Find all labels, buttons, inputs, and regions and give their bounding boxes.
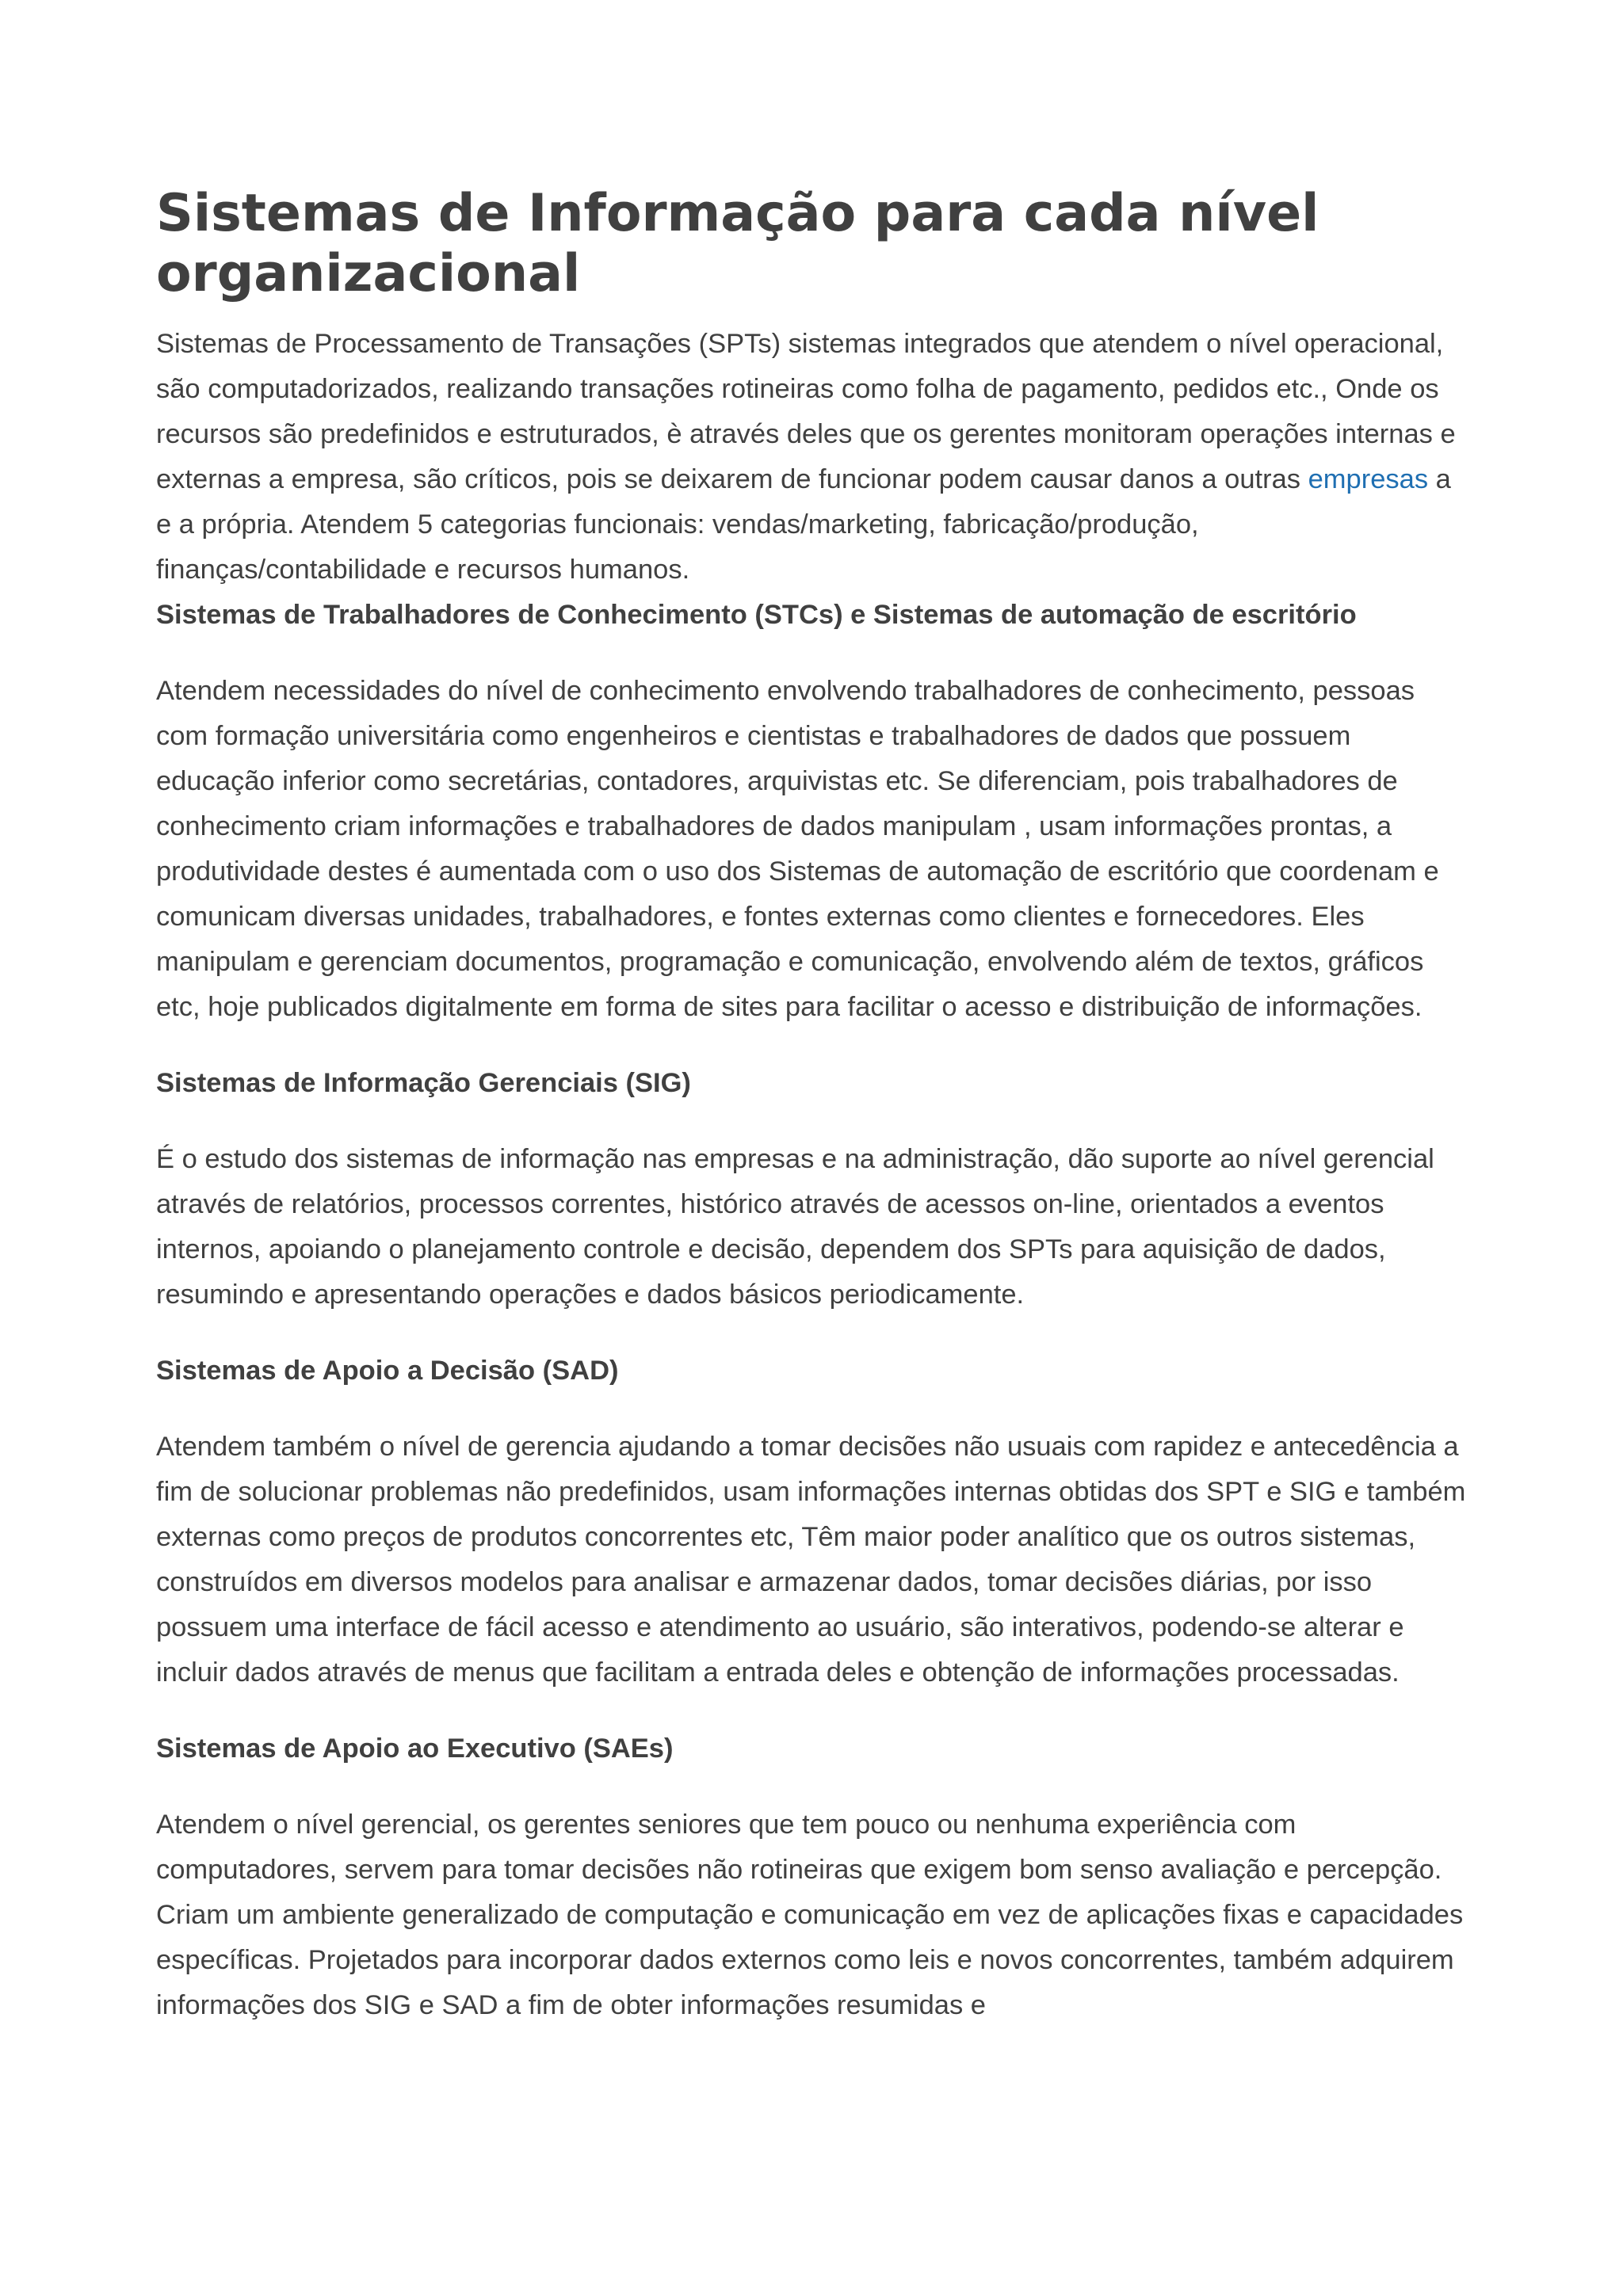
section-heading-sig: Sistemas de Informação Gerenciais (SIG)	[156, 1068, 691, 1098]
section-heading-sad: Sistemas de Apoio a Decisão (SAD)	[156, 1356, 619, 1386]
section-heading-stc: Sistemas de Trabalhadores de Conhecimento (STCs) e Sistemas de automação de escritório	[156, 600, 1357, 630]
spt-text-after-link: a e a própria. Atendem 5 categorias funcionais: vendas/marketing, fabricação/produção, finanças/contabilidade e recursos humanos.	[156, 464, 1451, 585]
section-heading-sae: Sistemas de Apoio ao Executivo (SAEs)	[156, 1733, 674, 1764]
section-body-stc: Atendem necessidades do nível de conhecimento envolvendo trabalhadores de conhecimento, pessoas com formação universitária como engenheiros e cientistas e trabalhadores de dados que possuem educação inferior como secretárias, contadores, arquivistas etc. Se diferenciam, pois trabalhadores de conhecimento criam informações e trabalhadores de dados manipulam , usam informações prontas, a produtividade destes é aumentada com o uso dos Sistemas de automação de escritório que coordenam e comunicam diversas unidades, trabalhadores, e fontes externas como clientes e fornecedores. Eles manipulam e gerenciam documentos, programação e comunicação, envolvendo além de textos, gráficos etc, hoje publicados digitalmente em forma de sites para facilitar o acesso e distribuição de informações.	[156, 676, 1439, 1022]
empresas-link[interactable]: empresas	[1308, 464, 1429, 494]
page-title: Sistemas de Informação para cada nível organizacional	[156, 184, 1319, 303]
section-body-sad: Atendem também o nível de gerencia ajudando a tomar decisões não usuais com rapidez e antecedência a fim de solucionar problemas não predefinidos, usam informações internas obtidas dos SPT e SIG e também externas como preços de produtos concorrentes etc, Têm maior poder analítico que os outros sistemas, construídos em diversos modelos para analisar e armazenar dados, tomar decisões diárias, por isso possuem uma interface de fácil acesso e atendimento ao usuário, são interativos, podendo-se alterar e incluir dados através de menus que facilitam a entrada deles e obtenção de informações processadas.	[156, 1432, 1466, 1688]
document-page	[156, 184, 1472, 2028]
spt-paragraph	[156, 322, 1472, 593]
section-body-sig: É o estudo dos sistemas de informação nas empresas e na administração, dão suporte ao nível gerencial através de relatórios, processos correntes, histórico através de acessos on-line, orientados a eventos internos, apoiando o planejamento controle e decisão, dependem dos SPTs para aquisição de dados, resumindo e apresentando operações e dados básicos periodicamente.	[156, 1144, 1434, 1310]
spt-text-before-link: Sistemas de Processamento de Transações (SPTs) sistemas integrados que atendem o nível operacional, são computadorizados, realizando transações rotineiras como folha de pagamento, pedidos etc., Onde os recursos são predefinidos e estruturados, è através deles que os gerentes monitoram operações internas e externas a empresa, são críticos, pois se deixarem de funcionar podem causar danos a outras	[156, 329, 1456, 494]
section-body-sae: Atendem o nível gerencial, os gerentes seniores que tem pouco ou nenhuma experiência com computadores, servem para tomar decisões não rotineiras que exigem bom senso avaliação e percepção. Criam um ambiente generalizado de computação e comunicação em vez de aplicações fixas e capacidades específicas. Projetados para incorporar dados externos como leis e novos concorrentes, também adquirem informações dos SIG e SAD a fim de obter informações resumidas e	[156, 1810, 1464, 2020]
